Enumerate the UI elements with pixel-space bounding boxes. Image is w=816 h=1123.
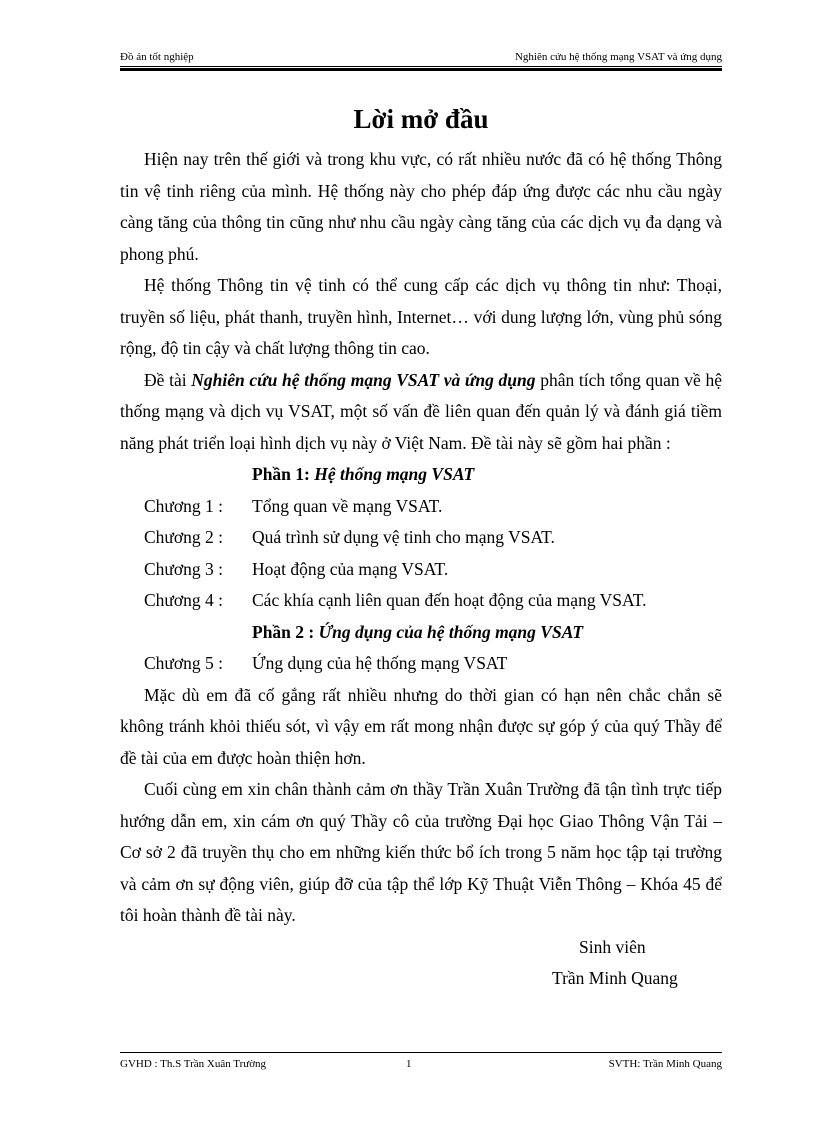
signature-role: Sinh viên xyxy=(579,936,646,957)
footer-rule xyxy=(120,1052,722,1053)
part-2-name: Ứng dụng của hệ thống mạng VSAT xyxy=(318,621,584,642)
chapter-number: Chương 2 : xyxy=(144,527,224,547)
part-1-name: Hệ thống mạng VSAT xyxy=(314,464,475,484)
chapter-title: Các khía cạnh liên quan đến hoạt động của mạng VSAT. xyxy=(252,590,647,610)
chapter-item xyxy=(120,491,722,523)
chapter-number: Chương 3 : xyxy=(144,558,224,579)
part-2-label: Phần 2 : xyxy=(252,621,319,642)
chapter-title: Hoạt động của mạng VSAT. xyxy=(252,558,449,579)
paragraph-thanks: Cuối cùng em xin chân thành cảm ơn thầy Trần Xuân Trường đã tận tình trực tiếp hướng dẫn em, xin cám ơn quý Thầy cô của trường Đại học Giao Thông Vận Tải – Cơ sở 2 đã truyền thụ cho em những kiến thức bổ ích trong 5 năm học tập tại trường và cảm ơn sự động viên, giúp đỡ của tập thể lớp Kỹ Thuật Viễn Thông – Khóa 45 để tôi hoàn thành đề tài này. xyxy=(120,779,722,925)
document-body xyxy=(120,144,722,995)
page-title: Lời mở đầu xyxy=(353,104,489,134)
topic-name: Nghiên cứu hệ thống mạng VSAT và ứng dụng xyxy=(191,369,536,390)
chapter-title: Tổng quan về mạng VSAT. xyxy=(252,495,443,516)
part-2-heading xyxy=(120,617,722,649)
page-number: 1 xyxy=(406,1058,412,1070)
footer-advisor: GVHD : Th.S Trần Xuân Trường xyxy=(120,1058,267,1070)
paragraph-services: Hệ thống Thông tin vệ tinh có thể cung cấp các dịch vụ thông tin như: Thoại, truyền số liệu, phát thanh, truyền hình, Internet… với dung lượng lớn, vùng phủ sóng rộng, độ tin cậy và chất lượng thông tin cao. xyxy=(120,275,722,358)
topic-prefix: Đề tài xyxy=(144,369,192,390)
chapter-item xyxy=(120,585,722,617)
chapter-number: Chương 1 : xyxy=(144,495,224,516)
paragraph-intro: Hiện nay trên thế giới và trong khu vực, có rất nhiều nước đã có hệ thống Thông tin vệ tinh riêng của mình. Hệ thống này cho phép đáp ứng được các nhu cầu ngày càng tăng của thông tin cũng như nhu cầu ngày càng tăng của các dịch vụ đa dạng và phong phú. xyxy=(120,149,722,264)
header-left: Đồ án tốt nghiệp xyxy=(120,51,194,63)
chapter-title: Ứng dụng của hệ thống mạng VSAT xyxy=(252,653,508,673)
chapter-number: Chương 4 : xyxy=(144,590,224,610)
chapter-number: Chương 5 : xyxy=(144,653,224,673)
header-right: Nghiên cứu hệ thống mạng VSAT và ứng dụng xyxy=(514,51,722,63)
chapter-title: Quá trình sử dụng vệ tinh cho mạng VSAT. xyxy=(252,527,555,547)
header-rule-thin xyxy=(120,66,722,67)
header-rule-thick xyxy=(120,68,722,71)
topic-rest: phân tích tổng quan về hệ thống mạng và dịch vụ VSAT, một số vấn đề liên quan đến quản lý và đánh giá tiềm năng phát triển loại hình dịch vụ này ở Việt Nam. Đề tài này sẽ gồm hai phần : xyxy=(120,369,722,453)
chapter-item xyxy=(120,522,722,554)
chapter-item xyxy=(120,648,722,680)
paragraph-topic xyxy=(120,365,722,460)
signature-name: Trần Minh Quang xyxy=(552,968,678,988)
page-header xyxy=(120,51,722,63)
footer-student: SVTH: Trần Minh Quang xyxy=(608,1058,722,1070)
part-1-label: Phần 1: xyxy=(252,464,315,484)
part-1-heading xyxy=(120,459,722,491)
chapter-item xyxy=(120,554,722,586)
paragraph-apology: Mặc dù em đã cố gắng rất nhiều nhưng do thời gian có hạn nên chắc chắn sẽ không tránh khỏi thiếu sót, vì vậy em rất mong nhận được sự góp ý của quý Thầy để đề tài của em được hoàn thiện hơn. xyxy=(120,684,722,768)
